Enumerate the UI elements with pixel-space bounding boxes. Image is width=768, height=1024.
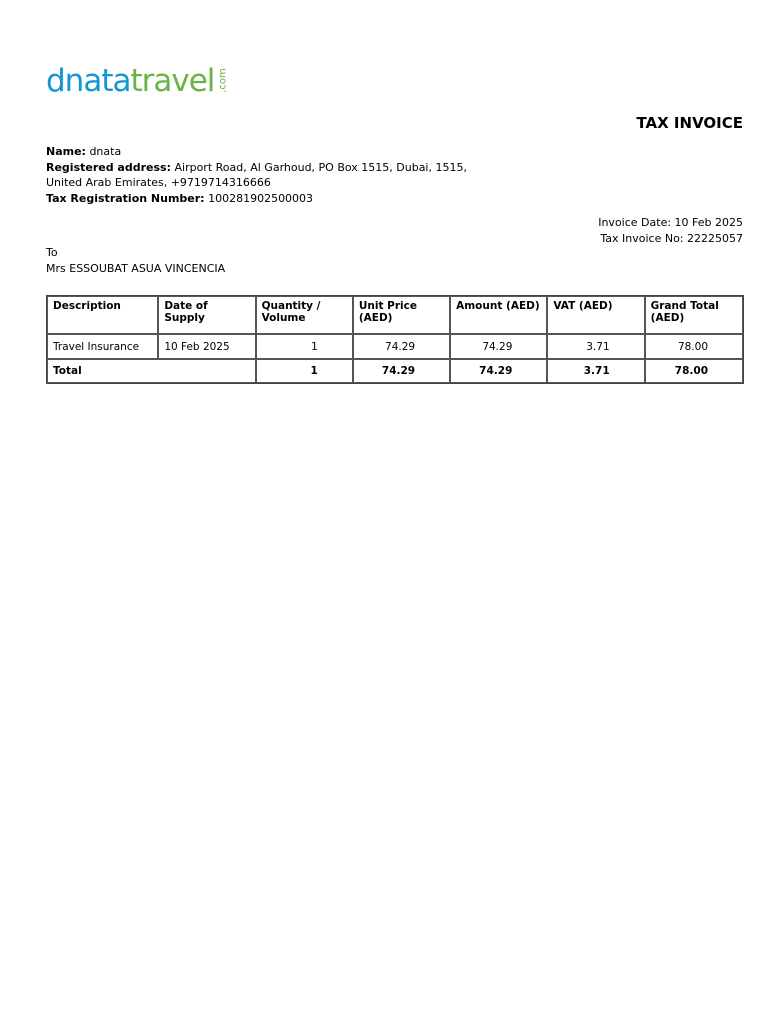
dnatatravel-logo	[46, 58, 238, 98]
col-header-date-of-supply: Date of Supply	[158, 296, 255, 334]
company-address-line1: Airport Road, Al Garhoud, PO Box 1515, Dubai, 1515,	[174, 160, 467, 174]
table-header-row	[47, 296, 743, 334]
company-address-line2: United Arab Emirates, +9719714316666	[46, 176, 271, 189]
invoice-number: Tax Invoice No: 22225057	[600, 231, 743, 245]
cell-date-of-supply: 10 Feb 2025	[158, 334, 255, 359]
invoice-items-table	[46, 295, 744, 384]
logo-text-travel: travel	[130, 63, 215, 99]
company-name-label: Name:	[46, 145, 86, 158]
cell-quantity: 1	[256, 334, 353, 359]
col-header-description: Description	[47, 296, 158, 334]
col-header-unit-price: Unit Price (AED)	[353, 296, 450, 334]
company-name-value: dnata	[89, 145, 122, 158]
document-title: TAX INVOICE	[636, 114, 743, 132]
logo-text-dnata: dnata	[46, 63, 131, 99]
company-trn-line	[46, 191, 467, 207]
total-quantity: 1	[256, 359, 353, 383]
company-address-line	[46, 160, 467, 176]
company-name-line	[46, 144, 467, 160]
recipient-name: Mrs ESSOUBAT ASUA VINCENCIA	[46, 261, 226, 275]
company-trn-label: Tax Registration Number:	[46, 191, 205, 205]
company-trn-value: 100281902500003	[208, 191, 314, 205]
col-header-amount: Amount (AED)	[450, 296, 547, 334]
table-total-row	[47, 359, 743, 383]
cell-vat: 3.71	[547, 334, 644, 359]
col-header-quantity: Quantity / Volume	[256, 296, 353, 334]
recipient-to-label: To	[46, 246, 58, 259]
total-unit-price: 74.29	[353, 359, 450, 383]
col-header-vat: VAT (AED)	[547, 296, 644, 334]
cell-amount: 74.29	[450, 334, 547, 359]
total-label: Total	[47, 359, 256, 383]
company-details	[46, 144, 467, 206]
company-address-label: Registered address:	[46, 160, 171, 174]
total-vat: 3.71	[547, 359, 644, 383]
table-row	[47, 334, 743, 359]
total-grand-total: 78.00	[645, 359, 743, 383]
invoice-date: Invoice Date: 10 Feb 2025	[598, 216, 743, 229]
logo-text-com: .com	[217, 68, 229, 93]
invoice-meta	[598, 215, 743, 246]
cell-unit-price: 74.29	[353, 334, 450, 359]
cell-grand-total: 78.00	[645, 334, 743, 359]
total-amount: 74.29	[450, 359, 547, 383]
recipient-block	[46, 245, 225, 276]
cell-description: Travel Insurance	[47, 334, 158, 359]
col-header-grand-total: Grand Total (AED)	[645, 296, 743, 334]
